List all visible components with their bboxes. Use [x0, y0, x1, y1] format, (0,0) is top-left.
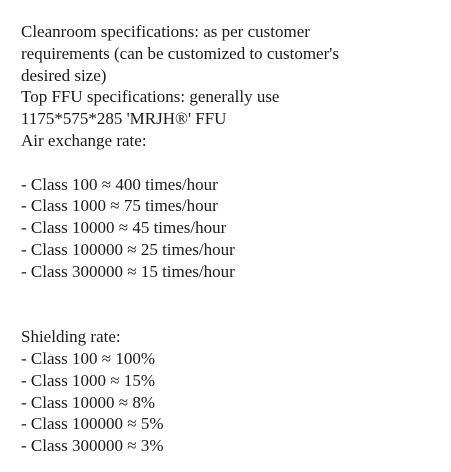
air-exchange-item: - Class 10000 ≈ 45 times/hour	[21, 218, 227, 238]
shielding-heading: Shielding rate:	[21, 327, 121, 347]
air-exchange-heading: Air exchange rate:	[21, 130, 147, 150]
ffu-spec-line: 1175*575*285 'MRJH®' FFU	[21, 109, 227, 129]
shielding-item: - Class 1000 ≈ 15%	[21, 370, 155, 390]
spacer	[21, 152, 441, 174]
intro-line: requirements (can be customized to customer's	[21, 43, 339, 63]
shielding-item: - Class 100 ≈ 100%	[21, 348, 155, 368]
air-exchange-item: - Class 300000 ≈ 15 times/hour	[21, 261, 235, 281]
spacer	[21, 283, 441, 327]
air-exchange-item: - Class 1000 ≈ 75 times/hour	[21, 196, 218, 216]
document-body	[21, 21, 441, 457]
air-exchange-item: - Class 100 ≈ 400 times/hour	[21, 174, 218, 194]
shielding-item: - Class 10000 ≈ 8%	[21, 392, 155, 412]
intro-line: Cleanroom specifications: as per customer	[21, 22, 310, 41]
intro-line: desired size)	[21, 65, 107, 85]
shielding-item: - Class 100000 ≈ 5%	[21, 414, 164, 434]
air-exchange-item: - Class 100000 ≈ 25 times/hour	[21, 239, 235, 259]
ffu-spec-line: Top FFU specifications: generally use	[21, 87, 280, 107]
shielding-item: - Class 300000 ≈ 3%	[21, 436, 164, 456]
